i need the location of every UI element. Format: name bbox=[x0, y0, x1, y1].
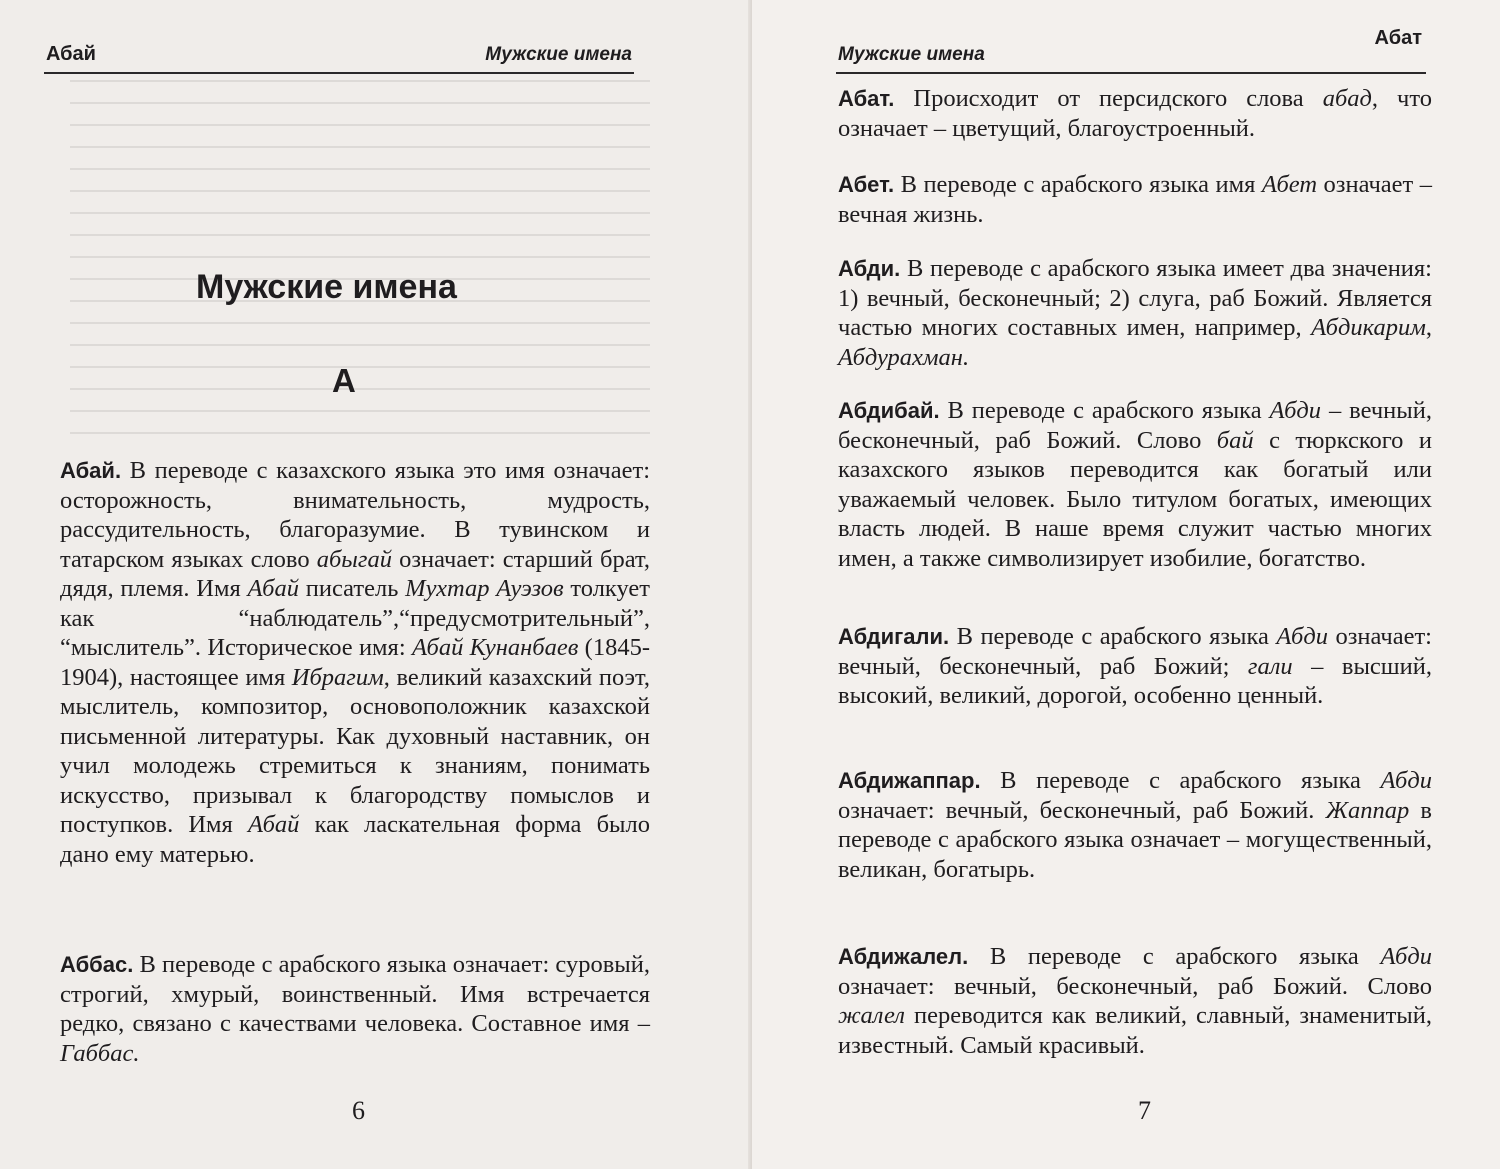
page-number: 7 bbox=[1138, 1096, 1151, 1125]
entry-abdi: Абди. В переводе с арабского языка имеет два значения: 1) вечный, бесконечный; 2) слуга, раб Божий. Является частью многих составных имен, например, Абдикарим, Абдурахман. bbox=[838, 255, 1432, 371]
entry-abdibai: Абдибай. В переводе с арабского языка Абди – вечный, бесконечный, раб Божий. Слово бай с тюркского и казахского языков переводится как богатый или уважаемый человек. Было титулом богатых, имеющих власть людей. В наше время служит частью многих имен, а также символизирует изобилие, богатство. bbox=[838, 397, 1432, 572]
entry-term: Абди. bbox=[838, 256, 901, 281]
running-head bbox=[836, 27, 1426, 74]
page-number: 6 bbox=[352, 1096, 365, 1125]
entry-abdizhalel: Абдижалел. В переводе с арабского языка Абди означает: вечный, бесконечный, раб Божий. Слово жалел переводится как великий, славный, знаменитый, известный. Самый красивый. bbox=[838, 943, 1432, 1059]
section-title: Мужские имена bbox=[196, 268, 457, 306]
running-head bbox=[44, 34, 634, 74]
entry-abdizhappar: Абдижаппар. В переводе с арабского языка Абди означает: вечный, бесконечный, раб Божий. Жаппар в переводе с арабского языка означает – могущественный, великан, богатырь. bbox=[838, 767, 1432, 883]
entry-term: Абет. bbox=[838, 172, 895, 197]
entry-term: Абай. bbox=[60, 458, 122, 483]
running-head-name: Абай bbox=[46, 43, 96, 65]
running-head-section: Мужские имена bbox=[838, 44, 985, 65]
entry-term: Абдигали. bbox=[838, 624, 950, 649]
entry-abat: Абат. Происходит от персидского слова абад, что означает – цветущий, благоустроенный. bbox=[838, 85, 1432, 142]
entry-abdigali: Абдигали. В переводе с арабского языка Абди означает: вечный, бесконечный, раб Божий; гали – высший, высокий, великий, дорогой, особенно ценный. bbox=[838, 623, 1432, 709]
show-through-texture bbox=[70, 80, 650, 440]
entry-abbas: Аббас. В переводе с арабского языка означает: суровый, строгий, хмурый, воинственный. Имя встречается редко, связано с качествами человека. Составное имя – Габбас. bbox=[60, 951, 650, 1067]
entry-term: Аббас. bbox=[60, 952, 134, 977]
entry-term: Абдижаппар. bbox=[838, 768, 981, 793]
entry-term: Абат. bbox=[838, 86, 895, 111]
running-head-section: Мужские имена bbox=[485, 44, 632, 65]
entry-abet: Абет. В переводе с арабского языка имя Абет означает – вечная жизнь. bbox=[838, 171, 1432, 228]
entry-term: Абдижалел. bbox=[838, 944, 969, 969]
letter-heading: А bbox=[332, 362, 356, 399]
entry-term: Абдибай. bbox=[838, 398, 940, 423]
running-head-name: Абат bbox=[1374, 27, 1422, 49]
right-page bbox=[752, 0, 1500, 1169]
entry-abai: Абай. В переводе с казахского языка это имя означает: осторожность, внимательность, мудрость, рассудительность, благоразумие. В тувинском и татарском языках слово абыгай означает: старший брат, дядя, племя. Имя Абай писатель Мухтар Ауэзов толкует как “наблюдатель”,“предусмотрительный”, “мыслитель”. Историческое имя: Абай Кунанбаев (1845-1904), настоящее имя Ибрагим, великий казахский поэт, мыслитель, композитор, основоположник казахской письменной литературы. Как духовный наставник, он учил молодежь стремиться к знаниям, понимать искусство, призывал к благородству помыслов и поступков. Имя Абай как ласкательная форма было дано ему матерью. bbox=[60, 457, 651, 868]
